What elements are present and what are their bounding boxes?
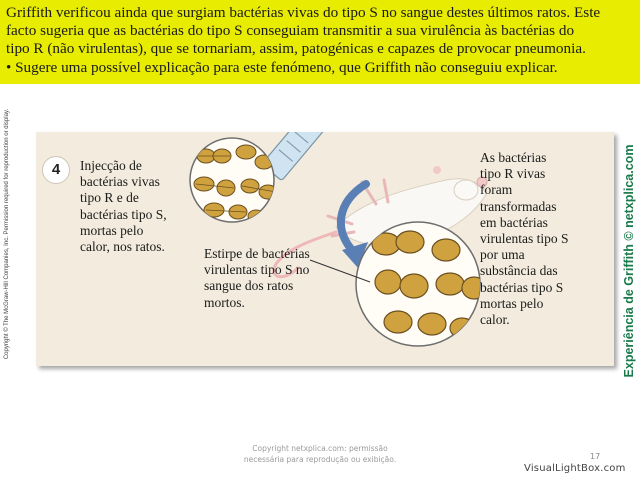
step-description bbox=[80, 158, 167, 255]
step-line: bactérias tipo S, bbox=[80, 206, 167, 222]
strain-line: mortos. bbox=[204, 294, 245, 310]
footer-copyright bbox=[190, 443, 450, 465]
result-line: calor. bbox=[480, 312, 510, 328]
strain-label bbox=[204, 246, 310, 311]
banner-line-2: facto sugeria que as bactérias do tipo S conseguiam transmitir a sua virulência às bactérias do bbox=[6, 22, 575, 40]
result-line: transformadas bbox=[480, 198, 557, 214]
strain-line: sangue dos ratos bbox=[204, 278, 294, 294]
result-line: mortas pelo bbox=[480, 295, 544, 311]
side-copyright-text: Copyright © The McGraw-Hill Companies, Inc. Permission required for reproduction or display. bbox=[4, 108, 10, 360]
step-line: tipo R e de bbox=[80, 190, 139, 206]
result-line: por uma bbox=[480, 247, 525, 263]
result-line: As bactérias bbox=[480, 150, 547, 165]
strain-line: virulentas tipo S no bbox=[204, 262, 310, 278]
watermark-link[interactable]: VisualLightBox.com bbox=[524, 463, 626, 474]
result-line: em bactérias bbox=[480, 214, 548, 230]
result-line: foram bbox=[480, 182, 513, 198]
result-line: virulentas tipo S bbox=[480, 231, 569, 247]
side-credit-text: Experiência de Griffith © netxplica.com bbox=[622, 144, 636, 378]
footer-line-2: necessária para reprodução ou exibição. bbox=[243, 455, 397, 464]
top-banner bbox=[0, 0, 640, 84]
bacteria-circle-icon bbox=[190, 138, 277, 222]
banner-line-3: tipo R (não virulentas), que se tornariam, assim, patogénicas e capazes de provocar pneumonia. bbox=[6, 40, 586, 58]
step-line: mortas pelo bbox=[80, 222, 144, 238]
banner-text bbox=[6, 4, 634, 77]
result-description bbox=[480, 150, 569, 328]
step-line: bactérias vivas bbox=[80, 174, 160, 190]
banner-line-1: Griffith verificou ainda que surgiam bactérias vivas do tipo S no sangue destes últimos ratos. Este bbox=[6, 4, 601, 21]
result-line: substância das bbox=[480, 263, 558, 279]
banner-line-4: • Sugere uma possível explicação para este fenómeno, que Griffith não conseguiu explicar. bbox=[6, 58, 558, 76]
step-line: calor, nos ratos. bbox=[80, 239, 165, 255]
figure-panel bbox=[36, 132, 614, 366]
footer-line-1: Copyright netxplica.com: permissão bbox=[252, 444, 388, 453]
step-line: Injecção de bbox=[80, 158, 142, 173]
step-number-badge: 4 bbox=[42, 156, 70, 184]
strain-line: Estirpe de bactérias bbox=[204, 246, 310, 261]
result-line: bactérias tipo S bbox=[480, 279, 564, 295]
result-line: tipo R vivas bbox=[480, 166, 546, 182]
page-number: 17 bbox=[590, 452, 601, 461]
bacteria-circle-icon bbox=[356, 222, 486, 346]
